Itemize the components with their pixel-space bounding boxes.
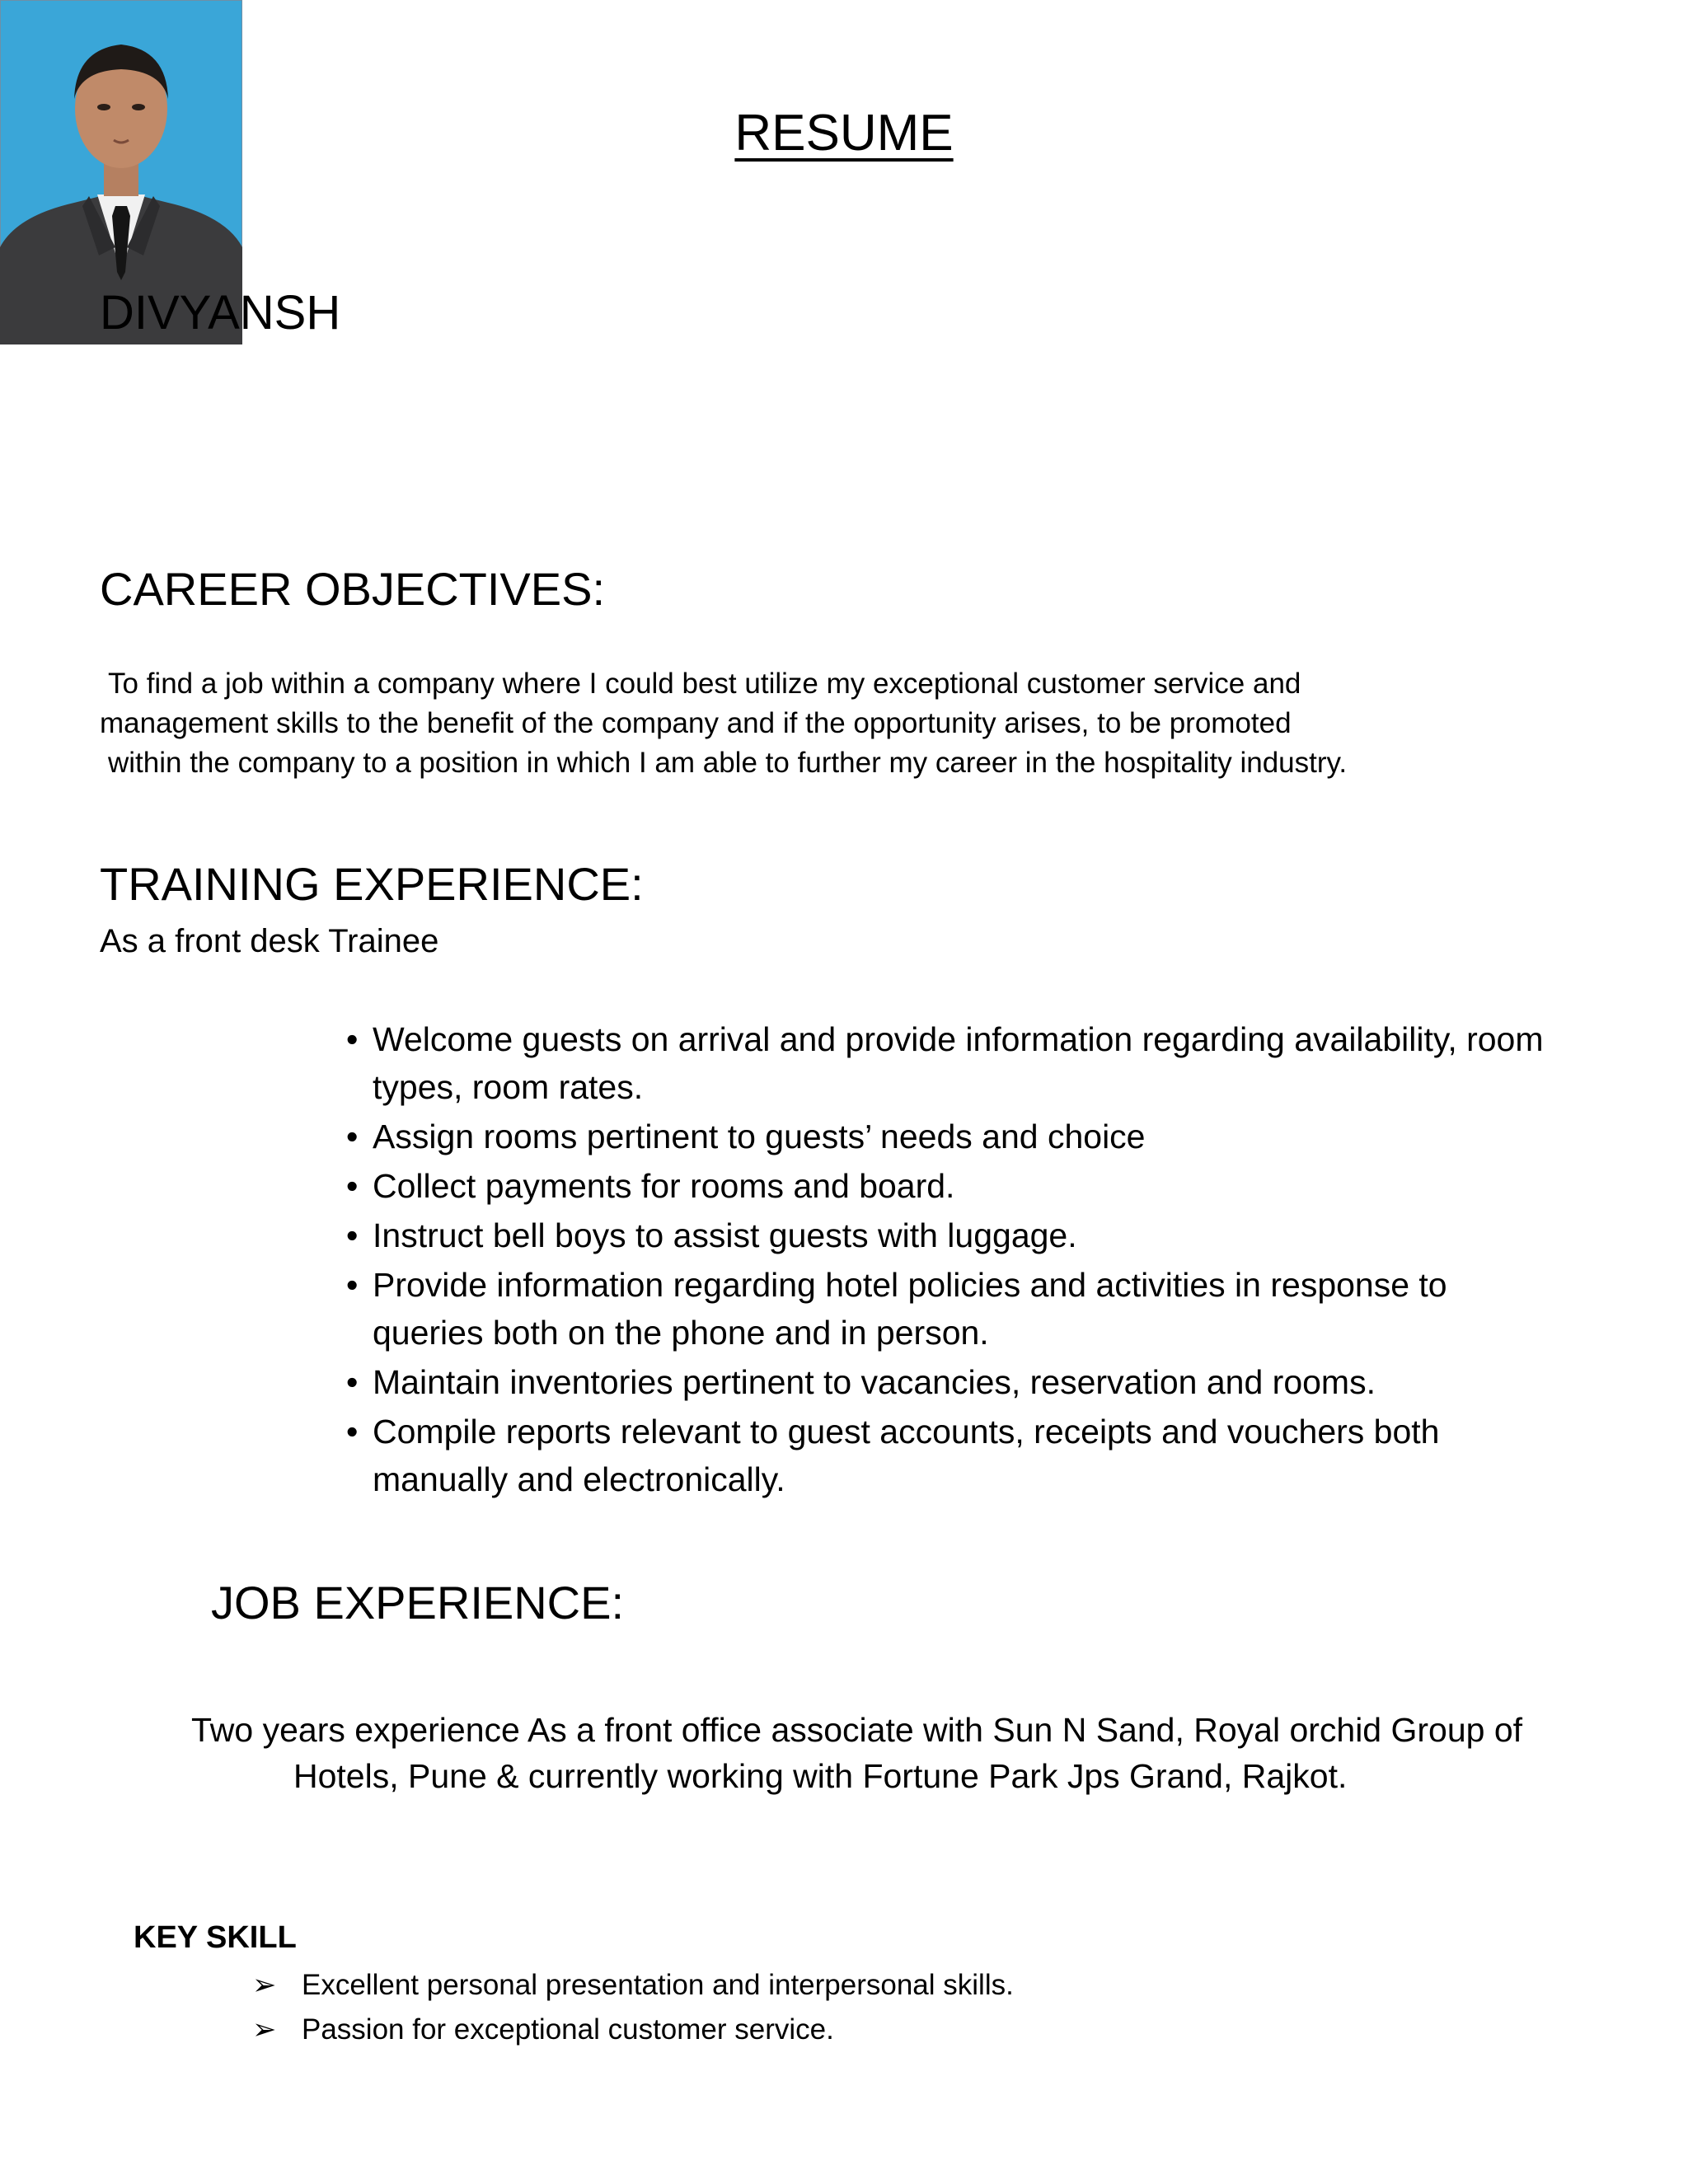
training-experience-heading: TRAINING EXPERIENCE: bbox=[100, 858, 644, 910]
bullet-icon: • bbox=[346, 1363, 359, 1401]
bullet-icon: • bbox=[346, 1413, 359, 1451]
list-item: • Maintain inventories pertinent to vacancies, reservation and rooms. bbox=[346, 1358, 1550, 1406]
list-item: • Compile reports relevant to guest accounts, receipts and vouchers both manually and electronically. bbox=[346, 1408, 1550, 1503]
bullet-icon: • bbox=[346, 1167, 359, 1205]
bullet-icon: • bbox=[346, 1216, 359, 1254]
training-duties-list bbox=[346, 1015, 1550, 1505]
list-item: • Assign rooms pertinent to guests’ needs and choice bbox=[346, 1113, 1550, 1160]
job-experience-line: Hotels, Pune & currently working with Fortune Park Jps Grand, Rajkot. bbox=[293, 1757, 1348, 1795]
list-item: ➢ Passion for exceptional customer service. bbox=[252, 2008, 1014, 2052]
key-skill-heading: KEY SKILL bbox=[134, 1920, 297, 1955]
career-objective-line: To find a job within a company where I could best utilize my exceptional customer service and bbox=[108, 668, 1301, 700]
career-objective-line: within the company to a position in which I am able to further my career in the hospitality industry. bbox=[108, 747, 1348, 779]
job-experience-heading: JOB EXPERIENCE: bbox=[211, 1577, 625, 1629]
career-objective-line: management skills to the benefit of the company and if the opportunity arises, to be promoted bbox=[100, 707, 1292, 739]
training-role: As a front desk Trainee bbox=[100, 923, 439, 959]
list-item: • Instruct bell boys to assist guests with luggage. bbox=[346, 1212, 1550, 1259]
list-item: • Collect payments for rooms and board. bbox=[346, 1162, 1550, 1210]
document-title: RESUME bbox=[734, 105, 954, 162]
job-experience-line: Two years experience As a front office associate with Sun N Sand, Royal orchid Group of bbox=[191, 1711, 1523, 1749]
arrow-bullet-icon: ➢ bbox=[252, 2013, 277, 2046]
arrow-bullet-icon: ➢ bbox=[252, 1969, 277, 2001]
bullet-icon: • bbox=[346, 1118, 359, 1155]
list-item: • Welcome guests on arrival and provide information regarding availability, room types, room rates. bbox=[346, 1015, 1550, 1111]
career-objectives-heading: CAREER OBJECTIVES: bbox=[100, 563, 606, 615]
list-item: ➢ Excellent personal presentation and interpersonal skills. bbox=[252, 1963, 1014, 2008]
list-item: • Provide information regarding hotel policies and activities in response to queries both on the phone and in person. bbox=[346, 1261, 1550, 1357]
bullet-icon: • bbox=[346, 1266, 359, 1304]
key-skill-list bbox=[252, 1963, 1014, 2052]
candidate-name: DIVYANSH bbox=[100, 286, 341, 340]
bullet-icon: • bbox=[346, 1020, 359, 1058]
